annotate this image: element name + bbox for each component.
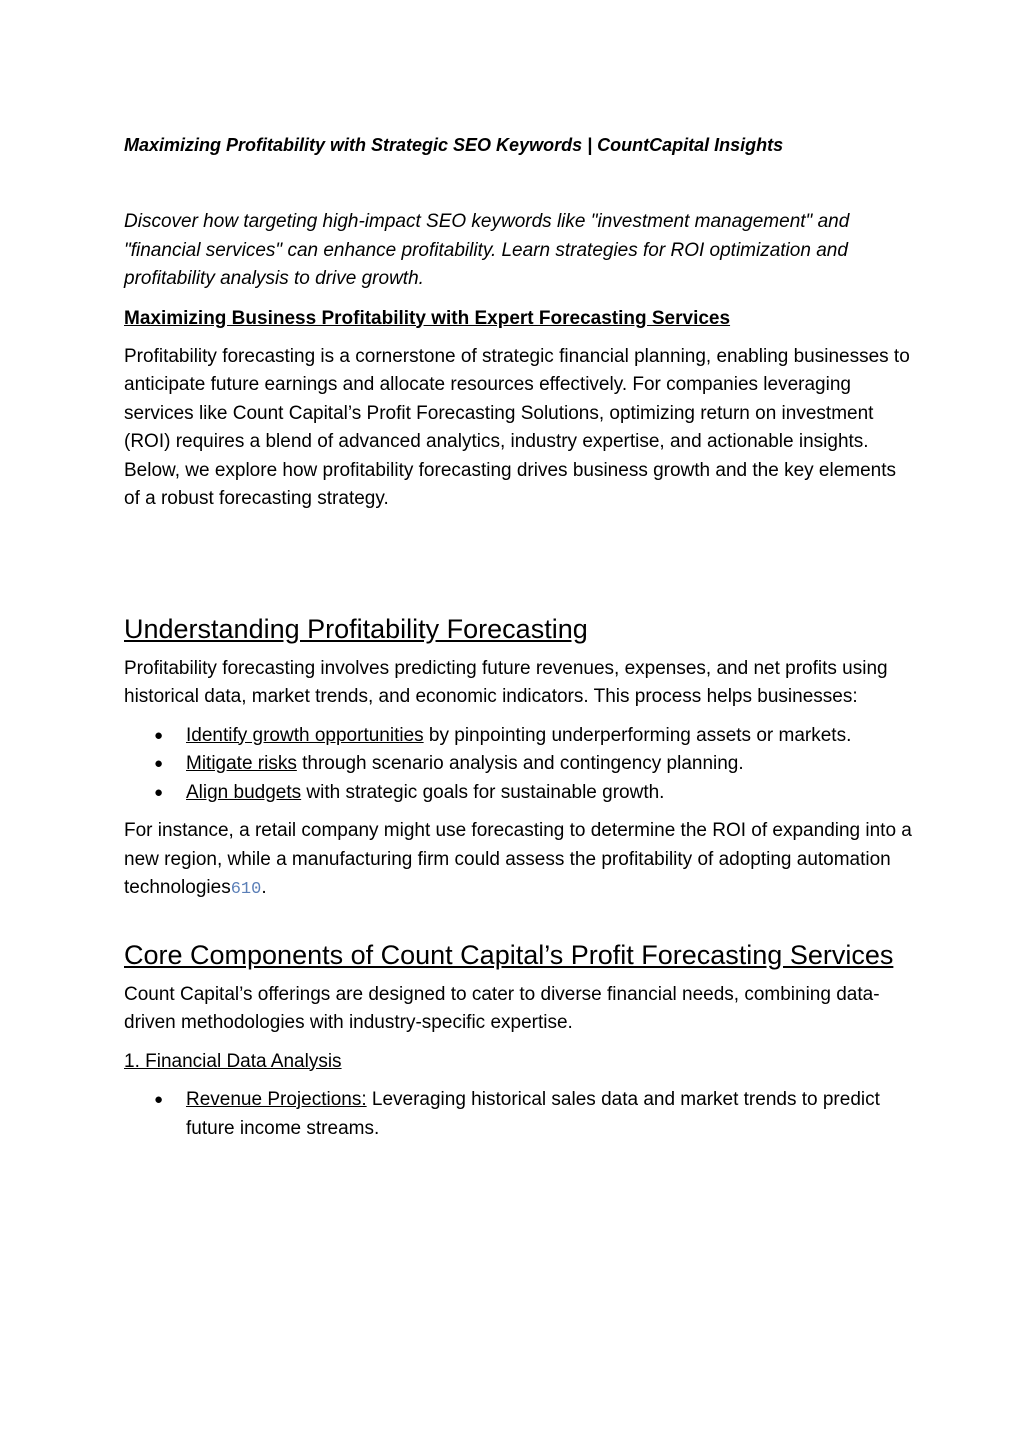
intro-heading: Maximizing Business Profitability with Expert Forecasting Services	[124, 307, 731, 329]
bullet-dot-icon: ●	[154, 1091, 164, 1108]
bullet-dot-icon: ●	[154, 783, 164, 801]
section1-bullet-list	[124, 722, 914, 808]
intro-paragraph: Profitability forecasting is a cornerstone of strategic financial planning, enabling businesses to anticipate future earnings and allocate resources effectively. For companies leveraging services like Count Capital’s Profit Forecasting Solutions, optimizing return on investment (ROI) requires a blend of advanced analytics, industry expertise, and actionable insights. Below, we explore how profitability forecasting drives business growth and the key elements of a robust forecasting strategy.	[124, 345, 910, 509]
section-heading-understanding: Understanding Profitability Forecasting	[124, 613, 588, 644]
list-item-text: through scenario analysis and contingency planning.	[296, 753, 744, 774]
example-text: For instance, a retail company might use forecasting to determine the ROI of expanding into a new region, while a manufacturing firm could assess the profitability of adopting automation technologies	[124, 820, 912, 898]
list-item-text: by pinpointing underperforming assets or markets.	[423, 724, 852, 746]
bullet-dot-icon: ●	[154, 726, 164, 744]
citation-ref[interactable]: 610	[230, 880, 262, 899]
example-end: .	[261, 877, 267, 898]
section1-paragraph: Profitability forecasting involves predicting future revenues, expenses, and net profits using historical data, market trends, and economic indicators. This process helps businesses:	[124, 657, 888, 707]
section-heading-core-components: Core Components of Count Capital’s Profit Forecasting Services	[124, 939, 894, 970]
bullet-dot-icon: ●	[154, 755, 164, 772]
list-item	[124, 722, 914, 751]
list-item	[124, 779, 914, 808]
subheading-financial-data-analysis: 1. Financial Data Analysis	[124, 1050, 342, 1072]
link-growth-opportunities[interactable]: Identify growth opportunities	[186, 724, 424, 746]
list-item	[124, 1086, 914, 1143]
list-item-text: with strategic goals for sustainable growth.	[301, 781, 665, 803]
section2-bullet-list	[124, 1086, 914, 1143]
link-align-budgets[interactable]: Align budgets	[186, 781, 302, 803]
link-mitigate-risks[interactable]: Mitigate risks	[186, 753, 297, 774]
list-item-text: Leveraging historical sales data and market trends to predict future income streams.	[186, 1089, 880, 1139]
doc-title: Maximizing Profitability with Strategic SEO Keywords | CountCapital Insights	[124, 135, 784, 155]
link-revenue-projections[interactable]: Revenue Projections:	[186, 1089, 367, 1110]
list-item	[124, 750, 914, 779]
section1-example	[124, 817, 914, 905]
section2-paragraph: Count Capital’s offerings are designed to cater to diverse financial needs, combining data-driven methodologies with industry-specific expertise.	[124, 983, 880, 1033]
document-content	[124, 130, 914, 1143]
meta-description: Discover how targeting high-impact SEO keywords like "investment management" and "financial services" can enhance profitability. Learn strategies for ROI optimization and profitability analysis to drive growth.	[124, 211, 850, 289]
